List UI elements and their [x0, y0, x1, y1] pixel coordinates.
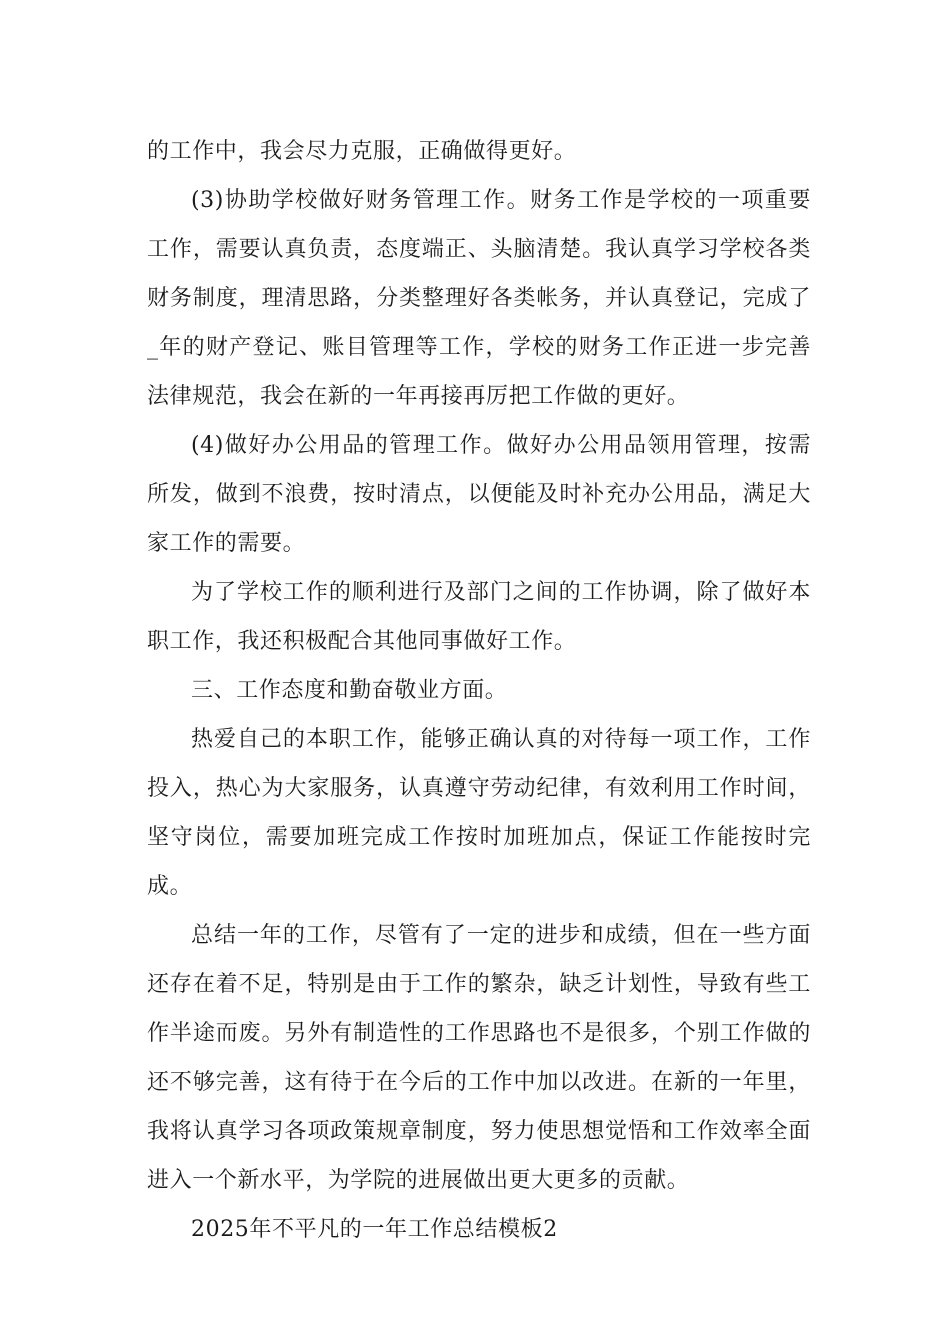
paragraph-finance-management: (3)协助学校做好财务管理工作。财务工作是学校的一项重要工作，需要认真负责，态度端正、头脑清楚。我认真学习学校各类财务制度，理清思路，分类整理好各类帐务，并认真登记，完成了_年的财产登记、账目管理等工作，学校的财务工作正进一步完善法律规范，我会在新的一年再接再厉把工作做的更好。 — [147, 188, 811, 409]
paragraph-work-attitude: 热爱自己的本职工作，能够正确认真的对待每一项工作，工作投入，热心为大家服务，认真遵守劳动纪律，有效利用工作时间，坚守岗位，需要加班完成工作按时加班加点，保证工作能按时完成。 — [147, 727, 811, 899]
paragraph-office-supplies: (4)做好办公用品的管理工作。做好办公用品领用管理，按需所发，做到不浪费，按时清点，以便能及时补充办公用品，满足大家工作的需要。 — [147, 433, 811, 556]
document-subtitle: 2025年不平凡的一年工作总结模板2 — [191, 1217, 558, 1242]
paragraph-continuation: 的工作中，我会尽力克服，正确做得更好。 — [147, 139, 577, 164]
section-heading-work-attitude: 三、工作态度和勤奋敬业方面。 — [191, 678, 508, 703]
document-body — [147, 127, 811, 1254]
paragraph-summary: 总结一年的工作，尽管有了一定的进步和成绩，但在一些方面还存在着不足，特别是由于工作的繁杂，缺乏计划性，导致有些工作半途而废。另外有制造性的工作思路也不是很多，个别工作做的还不够完善，这有待于在今后的工作中加以改进。在新的一年里，我将认真学习各项政策规章制度，努力使思想觉悟和工作效率全面进入一个新水平，为学院的进展做出更大更多的贡献。 — [147, 923, 811, 1193]
paragraph-cooperation: 为了学校工作的顺利进行及部门之间的工作协调，除了做好本职工作，我还积极配合其他同事做好工作。 — [147, 580, 811, 654]
